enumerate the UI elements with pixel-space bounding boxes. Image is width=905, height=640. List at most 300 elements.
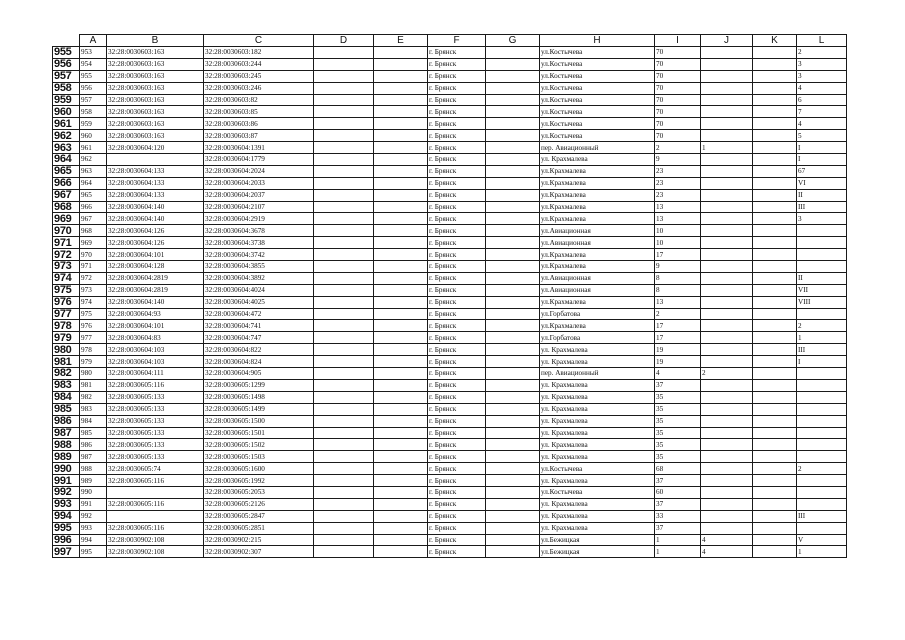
cell-i[interactable]: 70 [655,94,701,106]
cell-b[interactable]: 32:28:0030604:93 [107,308,204,320]
cell-d[interactable] [314,189,374,201]
cell-j[interactable] [701,189,753,201]
cell-d[interactable] [314,165,374,177]
column-header-g[interactable]: G [486,35,540,47]
cell-k[interactable] [753,296,797,308]
cell-c[interactable]: 32:28:0030604:3742 [204,249,314,261]
cell-l[interactable] [797,261,847,273]
row-number[interactable]: 961 [53,118,80,130]
cell-d[interactable] [314,106,374,118]
cell-k[interactable] [753,118,797,130]
cell-j[interactable] [701,463,753,475]
cell-g[interactable] [486,249,540,261]
cell-c[interactable]: 32:28:0030604:4025 [204,296,314,308]
cell-d[interactable] [314,415,374,427]
cell-l[interactable]: 5 [797,130,847,142]
cell-c[interactable]: 32:28:0030603:85 [204,106,314,118]
cell-i[interactable]: 1 [655,546,701,558]
cell-h[interactable]: ул.Бежицкая [540,546,655,558]
row-number[interactable]: 997 [53,546,80,558]
column-header-b[interactable]: B [107,35,204,47]
cell-h[interactable]: ул.Авиационная [540,225,655,237]
cell-b[interactable]: 32:28:0030604:2819 [107,284,204,296]
cell-e[interactable] [374,368,428,380]
cell-i[interactable]: 37 [655,475,701,487]
cell-i[interactable]: 4 [655,368,701,380]
cell-h[interactable]: ул. Крахмалева [540,415,655,427]
cell-g[interactable] [486,284,540,296]
cell-j[interactable] [701,201,753,213]
cell-a[interactable]: 995 [80,546,107,558]
cell-f[interactable]: г. Брянск [428,249,486,261]
cell-c[interactable]: 32:28:0030604:905 [204,368,314,380]
cell-l[interactable] [797,475,847,487]
cell-h[interactable]: ул.Костычева [540,118,655,130]
cell-f[interactable]: г. Брянск [428,546,486,558]
cell-e[interactable] [374,522,428,534]
cell-k[interactable] [753,225,797,237]
cell-d[interactable] [314,130,374,142]
cell-c[interactable]: 32:28:0030604:3678 [204,225,314,237]
row-number[interactable]: 978 [53,320,80,332]
cell-l[interactable]: 2 [797,47,847,59]
cell-g[interactable] [486,546,540,558]
cell-f[interactable]: г. Брянск [428,451,486,463]
cell-c[interactable]: 32:28:0030604:4024 [204,284,314,296]
cell-j[interactable] [701,415,753,427]
cell-b[interactable]: 32:28:0030604:140 [107,296,204,308]
cell-l[interactable] [797,391,847,403]
cell-a[interactable]: 967 [80,213,107,225]
cell-k[interactable] [753,142,797,154]
row-number[interactable]: 994 [53,510,80,522]
cell-b[interactable]: 32:28:0030605:133 [107,451,204,463]
cell-i[interactable]: 19 [655,356,701,368]
cell-h[interactable]: ул.Крахмалева [540,213,655,225]
cell-a[interactable]: 959 [80,118,107,130]
cell-j[interactable] [701,118,753,130]
cell-c[interactable]: 32:28:0030902:215 [204,534,314,546]
cell-h[interactable]: ул.Крахмалева [540,249,655,261]
cell-j[interactable] [701,308,753,320]
cell-g[interactable] [486,58,540,70]
cell-f[interactable]: г. Брянск [428,177,486,189]
cell-d[interactable] [314,451,374,463]
cell-g[interactable] [486,213,540,225]
column-header-j[interactable]: J [701,35,753,47]
cell-a[interactable]: 987 [80,451,107,463]
cell-c[interactable]: 32:28:0030605:2126 [204,498,314,510]
cell-d[interactable] [314,225,374,237]
cell-h[interactable]: ул.Костычева [540,82,655,94]
cell-c[interactable]: 32:28:0030603:246 [204,82,314,94]
cell-f[interactable]: г. Брянск [428,106,486,118]
cell-j[interactable] [701,82,753,94]
cell-j[interactable] [701,58,753,70]
cell-k[interactable] [753,249,797,261]
cell-g[interactable] [486,272,540,284]
row-number[interactable]: 969 [53,213,80,225]
cell-a[interactable]: 971 [80,261,107,273]
cell-d[interactable] [314,427,374,439]
cell-l[interactable]: I [797,154,847,166]
cell-i[interactable]: 8 [655,272,701,284]
cell-e[interactable] [374,475,428,487]
cell-a[interactable]: 983 [80,403,107,415]
cell-b[interactable]: 32:28:0030605:116 [107,522,204,534]
cell-a[interactable]: 994 [80,534,107,546]
cell-g[interactable] [486,82,540,94]
cell-b[interactable]: 32:28:0030604:103 [107,356,204,368]
cell-e[interactable] [374,58,428,70]
cell-c[interactable]: 32:28:0030604:2107 [204,201,314,213]
row-number[interactable]: 959 [53,94,80,106]
cell-g[interactable] [486,368,540,380]
column-header-f[interactable]: F [428,35,486,47]
cell-c[interactable]: 32:28:0030604:1779 [204,154,314,166]
cell-d[interactable] [314,47,374,59]
cell-e[interactable] [374,379,428,391]
cell-g[interactable] [486,189,540,201]
cell-h[interactable]: ул.Костычева [540,70,655,82]
cell-b[interactable]: 32:28:0030603:163 [107,82,204,94]
cell-h[interactable]: ул.Костычева [540,94,655,106]
cell-a[interactable]: 963 [80,165,107,177]
cell-g[interactable] [486,486,540,498]
cell-l[interactable]: 1 [797,546,847,558]
row-number[interactable]: 979 [53,332,80,344]
cell-b[interactable]: 32:28:0030603:163 [107,118,204,130]
cell-l[interactable]: 3 [797,70,847,82]
cell-c[interactable]: 32:28:0030605:2851 [204,522,314,534]
cell-c[interactable]: 32:28:0030604:3738 [204,237,314,249]
cell-k[interactable] [753,82,797,94]
cell-k[interactable] [753,308,797,320]
cell-g[interactable] [486,94,540,106]
cell-j[interactable] [701,106,753,118]
cell-e[interactable] [374,261,428,273]
cell-f[interactable]: г. Брянск [428,284,486,296]
cell-j[interactable] [701,284,753,296]
cell-f[interactable]: г. Брянск [428,296,486,308]
cell-c[interactable]: 32:28:0030604:2037 [204,189,314,201]
cell-g[interactable] [486,415,540,427]
cell-d[interactable] [314,534,374,546]
cell-c[interactable]: 32:28:0030603:87 [204,130,314,142]
cell-i[interactable]: 37 [655,379,701,391]
cell-j[interactable] [701,475,753,487]
row-number[interactable]: 982 [53,368,80,380]
cell-c[interactable]: 32:28:0030603:182 [204,47,314,59]
cell-i[interactable]: 10 [655,237,701,249]
column-header-k[interactable]: K [753,35,797,47]
cell-b[interactable]: 32:28:0030605:133 [107,415,204,427]
row-number[interactable]: 996 [53,534,80,546]
cell-a[interactable]: 979 [80,356,107,368]
cell-k[interactable] [753,391,797,403]
cell-k[interactable] [753,534,797,546]
cell-j[interactable] [701,70,753,82]
cell-c[interactable]: 32:28:0030604:3855 [204,261,314,273]
cell-l[interactable]: 4 [797,82,847,94]
cell-j[interactable] [701,261,753,273]
cell-b[interactable]: 32:28:0030604:83 [107,332,204,344]
cell-g[interactable] [486,261,540,273]
cell-f[interactable]: г. Брянск [428,415,486,427]
cell-k[interactable] [753,356,797,368]
cell-b[interactable]: 32:28:0030604:126 [107,225,204,237]
cell-g[interactable] [486,154,540,166]
cell-g[interactable] [486,439,540,451]
cell-i[interactable]: 37 [655,522,701,534]
cell-i[interactable]: 35 [655,451,701,463]
cell-h[interactable]: ул.Крахмалева [540,201,655,213]
cell-e[interactable] [374,427,428,439]
row-number[interactable]: 964 [53,154,80,166]
column-header-i[interactable]: I [655,35,701,47]
cell-k[interactable] [753,486,797,498]
cell-b[interactable]: 32:28:0030605:133 [107,439,204,451]
cell-g[interactable] [486,130,540,142]
cell-a[interactable]: 958 [80,106,107,118]
cell-e[interactable] [374,356,428,368]
cell-b[interactable]: 32:28:0030604:111 [107,368,204,380]
cell-a[interactable]: 978 [80,344,107,356]
cell-d[interactable] [314,58,374,70]
cell-a[interactable]: 991 [80,498,107,510]
cell-h[interactable]: ул. Крахмалева [540,344,655,356]
cell-l[interactable] [797,415,847,427]
cell-b[interactable]: 32:28:0030604:103 [107,344,204,356]
cell-c[interactable]: 32:28:0030605:1992 [204,475,314,487]
cell-c[interactable]: 32:28:0030603:244 [204,58,314,70]
row-number[interactable]: 983 [53,379,80,391]
cell-f[interactable]: г. Брянск [428,201,486,213]
cell-l[interactable]: 4 [797,118,847,130]
cell-a[interactable]: 961 [80,142,107,154]
cell-e[interactable] [374,82,428,94]
cell-l[interactable] [797,237,847,249]
cell-l[interactable]: 7 [797,106,847,118]
row-number[interactable]: 981 [53,356,80,368]
cell-h[interactable]: ул.Авиационная [540,237,655,249]
cell-d[interactable] [314,272,374,284]
row-number[interactable]: 963 [53,142,80,154]
cell-k[interactable] [753,439,797,451]
cell-d[interactable] [314,546,374,558]
cell-d[interactable] [314,368,374,380]
cell-h[interactable]: ул.Бежицкая [540,534,655,546]
cell-a[interactable]: 986 [80,439,107,451]
cell-h[interactable]: ул.Костычева [540,47,655,59]
cell-l[interactable] [797,498,847,510]
cell-e[interactable] [374,391,428,403]
cell-i[interactable]: 2 [655,308,701,320]
cell-j[interactable]: 1 [701,142,753,154]
cell-d[interactable] [314,510,374,522]
cell-k[interactable] [753,451,797,463]
cell-b[interactable]: 32:28:0030604:2819 [107,272,204,284]
cell-c[interactable]: 32:28:0030605:1498 [204,391,314,403]
cell-d[interactable] [314,70,374,82]
cell-h[interactable]: ул.Горбатова [540,308,655,320]
cell-f[interactable]: г. Брянск [428,475,486,487]
cell-c[interactable]: 32:28:0030605:1502 [204,439,314,451]
cell-l[interactable]: V [797,534,847,546]
cell-b[interactable]: 32:28:0030603:163 [107,47,204,59]
cell-k[interactable] [753,332,797,344]
cell-c[interactable]: 32:28:0030605:1499 [204,403,314,415]
cell-f[interactable]: г. Брянск [428,379,486,391]
cell-h[interactable]: ул.Костычева [540,130,655,142]
cell-d[interactable] [314,486,374,498]
row-number[interactable]: 975 [53,284,80,296]
cell-e[interactable] [374,70,428,82]
cell-b[interactable]: 32:28:0030604:101 [107,320,204,332]
cell-j[interactable] [701,165,753,177]
cell-k[interactable] [753,379,797,391]
cell-g[interactable] [486,142,540,154]
cell-e[interactable] [374,415,428,427]
cell-c[interactable]: 32:28:0030604:747 [204,332,314,344]
cell-a[interactable]: 969 [80,237,107,249]
cell-i[interactable]: 9 [655,154,701,166]
cell-i[interactable]: 2 [655,142,701,154]
cell-l[interactable] [797,225,847,237]
cell-e[interactable] [374,165,428,177]
cell-l[interactable] [797,486,847,498]
row-number[interactable]: 966 [53,177,80,189]
row-number[interactable]: 960 [53,106,80,118]
cell-a[interactable]: 970 [80,249,107,261]
cell-d[interactable] [314,296,374,308]
cell-j[interactable] [701,332,753,344]
cell-g[interactable] [486,475,540,487]
cell-f[interactable]: г. Брянск [428,165,486,177]
cell-e[interactable] [374,142,428,154]
row-number[interactable]: 971 [53,237,80,249]
cell-l[interactable] [797,308,847,320]
cell-c[interactable]: 32:28:0030605:2847 [204,510,314,522]
cell-d[interactable] [314,142,374,154]
cell-l[interactable]: 6 [797,94,847,106]
row-number[interactable]: 984 [53,391,80,403]
cell-k[interactable] [753,165,797,177]
cell-b[interactable]: 32:28:0030603:163 [107,70,204,82]
cell-l[interactable]: III [797,510,847,522]
cell-d[interactable] [314,213,374,225]
cell-f[interactable]: г. Брянск [428,237,486,249]
cell-h[interactable]: ул. Крахмалева [540,403,655,415]
cell-i[interactable]: 19 [655,344,701,356]
cell-a[interactable]: 992 [80,510,107,522]
cell-f[interactable]: г. Брянск [428,439,486,451]
cell-e[interactable] [374,47,428,59]
cell-k[interactable] [753,522,797,534]
row-number[interactable]: 995 [53,522,80,534]
cell-g[interactable] [486,403,540,415]
row-number[interactable]: 962 [53,130,80,142]
cell-j[interactable] [701,296,753,308]
cell-i[interactable]: 70 [655,70,701,82]
cell-e[interactable] [374,332,428,344]
cell-l[interactable]: VIII [797,296,847,308]
cell-j[interactable] [701,213,753,225]
cell-d[interactable] [314,284,374,296]
cell-k[interactable] [753,201,797,213]
cell-l[interactable] [797,427,847,439]
cell-j[interactable] [701,498,753,510]
cell-a[interactable]: 956 [80,82,107,94]
cell-f[interactable]: г. Брянск [428,82,486,94]
cell-h[interactable]: ул. Крахмалева [540,379,655,391]
cell-l[interactable]: 3 [797,58,847,70]
cell-l[interactable]: III [797,201,847,213]
cell-g[interactable] [486,427,540,439]
cell-b[interactable]: 32:28:0030902:108 [107,534,204,546]
cell-c[interactable]: 32:28:0030604:824 [204,356,314,368]
cell-f[interactable]: г. Брянск [428,510,486,522]
cell-f[interactable]: г. Брянск [428,189,486,201]
cell-l[interactable] [797,439,847,451]
cell-d[interactable] [314,498,374,510]
cell-j[interactable] [701,249,753,261]
cell-a[interactable]: 965 [80,189,107,201]
cell-d[interactable] [314,237,374,249]
cell-b[interactable] [107,510,204,522]
cell-e[interactable] [374,106,428,118]
cell-j[interactable] [701,451,753,463]
cell-e[interactable] [374,439,428,451]
cell-b[interactable]: 32:28:0030604:140 [107,213,204,225]
row-number[interactable]: 980 [53,344,80,356]
cell-h[interactable]: ул.Костычева [540,58,655,70]
cell-i[interactable]: 10 [655,225,701,237]
column-header-l[interactable]: L [797,35,847,47]
cell-d[interactable] [314,249,374,261]
row-number[interactable]: 985 [53,403,80,415]
cell-i[interactable]: 70 [655,58,701,70]
cell-f[interactable]: г. Брянск [428,320,486,332]
cell-a[interactable]: 982 [80,391,107,403]
cell-j[interactable] [701,130,753,142]
cell-e[interactable] [374,213,428,225]
cell-b[interactable]: 32:28:0030604:133 [107,177,204,189]
row-number[interactable]: 990 [53,463,80,475]
cell-a[interactable]: 975 [80,308,107,320]
row-number[interactable]: 970 [53,225,80,237]
cell-j[interactable] [701,486,753,498]
cell-k[interactable] [753,106,797,118]
cell-i[interactable]: 35 [655,439,701,451]
cell-j[interactable] [701,522,753,534]
cell-b[interactable] [107,154,204,166]
cell-i[interactable]: 8 [655,284,701,296]
cell-a[interactable]: 977 [80,332,107,344]
cell-l[interactable]: VII [797,284,847,296]
cell-e[interactable] [374,486,428,498]
cell-b[interactable]: 32:28:0030902:108 [107,546,204,558]
cell-g[interactable] [486,463,540,475]
row-number[interactable]: 987 [53,427,80,439]
cell-a[interactable]: 984 [80,415,107,427]
column-header-h[interactable]: H [540,35,655,47]
cell-g[interactable] [486,356,540,368]
cell-l[interactable]: II [797,189,847,201]
cell-f[interactable]: г. Брянск [428,427,486,439]
column-header-d[interactable]: D [314,35,374,47]
cell-c[interactable]: 32:28:0030605:1500 [204,415,314,427]
